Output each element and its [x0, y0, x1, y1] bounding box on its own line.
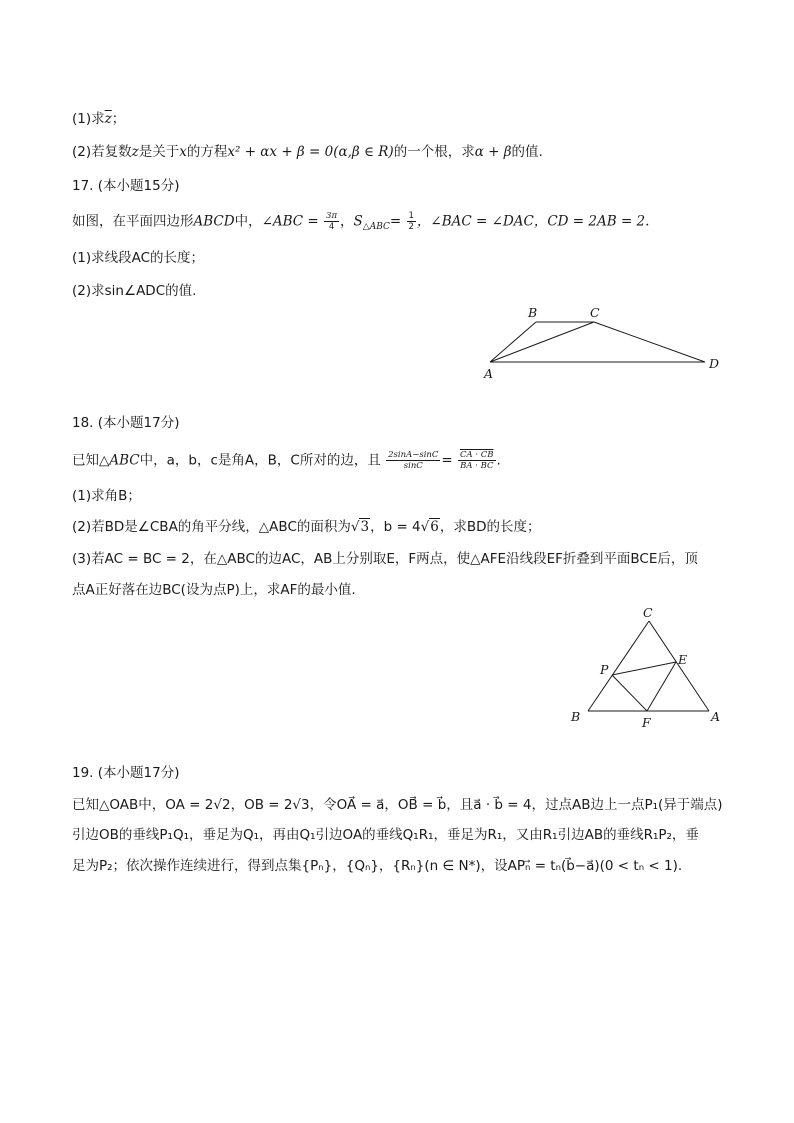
q16-part2-text-e: 的值.	[511, 144, 543, 160]
frac-numerator: 1	[408, 211, 414, 221]
q17-stem-text-b: 中，	[234, 213, 262, 230]
q17-area-eq: =	[389, 213, 402, 230]
q17-angle-abc: ∠ABC =	[261, 213, 319, 230]
q18-part3-line2: 点A正好落在边BC(设为点P)上，求AF的最小值.	[72, 582, 356, 598]
z-conjugate: $\overline{z}$	[104, 111, 112, 127]
q17-stem: 如图，在平面四边形ABCD中，∠ABC = $\frac{3\pi}{4}$ ，$S_{\triangle ABC}=$ $\frac{1}{2}$ ，∠BAC = ∠DAC，CD = 2AB = 2.	[72, 211, 650, 233]
edge-ac	[490, 322, 594, 362]
q18-figure	[566, 603, 736, 733]
q19-line1: 已知△OAB中，OA = 2√2，OB = 2√3，令OA⃗ = a⃗，OB⃗ = b⃗，且a⃗ · b⃗ = 4，过点AB边上一点P₁(异于端点)	[72, 797, 723, 813]
label-C: C	[590, 305, 600, 320]
q18-fraction-sin	[386, 450, 440, 471]
label-B: B	[571, 709, 581, 724]
q17-part1: (1)求线段AC的长度；	[72, 250, 205, 266]
edge-cd	[594, 322, 705, 362]
q16-var-x: x	[179, 144, 187, 160]
q18-fraction-vector	[458, 450, 496, 471]
q17-fraction-3pi-4	[324, 211, 339, 232]
q17-area-sub: △ABC	[362, 222, 390, 233]
q18-triangle: ABC	[109, 452, 140, 469]
q19-heading: 19. (本小题17分)	[72, 765, 180, 781]
q16-var-z: z	[131, 144, 139, 160]
q16-equation: x² + αx + β = 0(α,β ∈ R)	[227, 144, 394, 160]
label-F: F	[642, 715, 651, 730]
q17-heading: 17. (本小题15分)	[72, 178, 180, 194]
edge-pe	[612, 662, 676, 675]
frac-numerator: 2sinA−sinC	[388, 450, 439, 460]
q16-part1-suffix: ；	[111, 111, 126, 127]
q18-stem	[72, 450, 501, 471]
q19-line2: 引边OB的垂线P₁Q₁，垂足为Q₁，再由Q₁引边OA的垂线Q₁R₁，垂足为R₁，又由R₁引边AB的垂线R₁P₂，垂	[72, 827, 699, 843]
q17-figure	[480, 300, 730, 385]
q18-part2-text-a: (2)若BD是∠CBA的角平分线，△ABC的面积为	[72, 519, 351, 535]
q17-area-label: S	[353, 213, 363, 230]
q18-part2: (2)若BD是∠CBA的角平分线，△ABC的面积为√3，b = 4√6，求BD的长度；	[72, 519, 541, 535]
q18-part2-text-c: ，求BD的长度；	[439, 519, 541, 535]
frac-numerator: 3π	[326, 211, 338, 221]
q18-part1: (1)求角B；	[72, 488, 141, 504]
frac-denominator: BA · BC	[460, 461, 494, 471]
q16-expression: α + β	[474, 144, 512, 160]
frac-denominator: 2	[408, 222, 414, 232]
q16-part2-text-c: 的方程	[186, 144, 228, 160]
label-C: C	[643, 605, 653, 620]
q17-fraction-half	[407, 211, 416, 232]
q18-stem-text-b: 中，a，b，c是角A，B，C所对的边，且	[139, 452, 381, 469]
q18-stem-end: .	[496, 452, 501, 469]
q18-sqrt3: 3	[360, 519, 370, 535]
q17-stem-text-a: 如图，在平面四边形	[72, 213, 194, 230]
q16-part2-text-d: 的一个根，求	[393, 144, 475, 160]
edge-ab	[490, 322, 536, 362]
edge-bc	[588, 621, 649, 711]
q16-part1	[72, 110, 125, 128]
q16-part2	[72, 143, 543, 161]
q18-part2-text-b: ，b = 4	[370, 519, 421, 535]
q18-sqrt6: 6	[430, 519, 439, 535]
q16-part1-prefix: (1)求	[72, 111, 105, 127]
q19-line3: 足为P₂；依次操作连续进行，得到点集{Pₙ}，{Qₙ}，{Rₙ}(n ∈ N*)，设APₙ⃗ = tₙ(b⃗−a⃗)(0 < tₙ < 1).	[72, 858, 683, 874]
q18-stem-text-a: 已知△	[72, 452, 110, 469]
q17-stem-rest: ，∠BAC = ∠DAC，CD = 2AB = 2.	[416, 213, 650, 230]
q18-part3-line1: (3)若AC = BC = 2，在△ABC的边AC，AB上分别取E，F两点，使△AFE沿线段EF折叠到平面BCE后，顶	[72, 551, 698, 567]
frac-denominator: 4	[328, 222, 335, 232]
frac-denominator: sinC	[403, 461, 423, 471]
label-A: A	[711, 709, 721, 724]
label-D: D	[709, 356, 720, 371]
frac-numerator: CA · CB	[460, 450, 494, 460]
label-B: B	[528, 305, 538, 320]
q16-part2-text-b: 是关于	[138, 144, 180, 160]
q18-eq: =	[441, 452, 453, 469]
label-P: P	[600, 662, 609, 677]
q17-part2: (2)求sin∠ADC的值.	[72, 283, 197, 299]
edge-ef	[647, 662, 676, 711]
q17-quad: ABCD	[193, 213, 235, 230]
q18-heading: 18. (本小题17分)	[72, 415, 180, 431]
label-A: A	[484, 366, 494, 381]
label-E: E	[678, 652, 688, 667]
q16-part2-text-a: (2)若复数	[72, 144, 132, 160]
edge-pf	[612, 675, 647, 711]
